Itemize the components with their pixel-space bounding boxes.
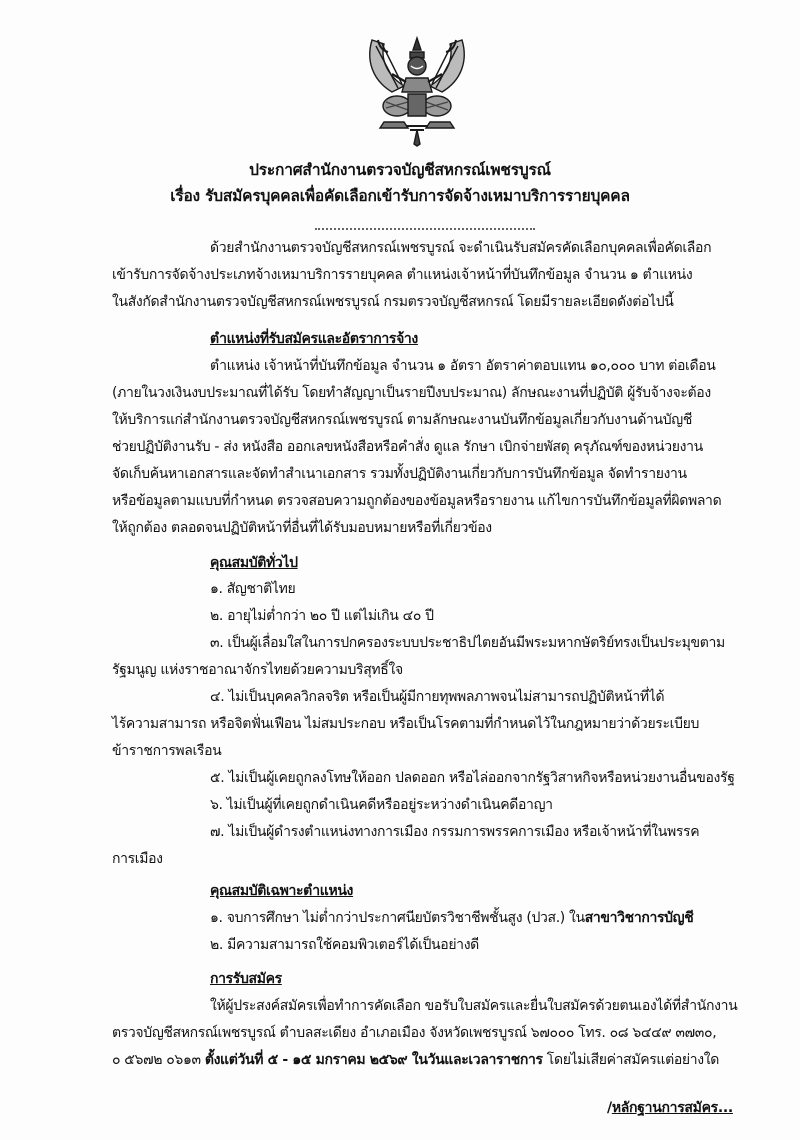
intro-line-1: ด้วยสำนักงานตรวจบัญชีสหกรณ์เพชรบูรณ์ จะดำเนินรับสมัครคัดเลือกบุคคลเพื่อคัดเลือก xyxy=(210,240,712,256)
section-heading-specific-qualifications: คุณสมบัติเฉพาะตำแหน่ง xyxy=(210,883,354,899)
section-heading-application: การรับสมัคร xyxy=(210,971,282,987)
general-qualification-2: ๒. อายุไม่ต่ำกว่า ๒๐ ปี แต่ไม่เกิน ๔๐ ปี xyxy=(210,608,434,624)
specific-qualification-1 xyxy=(210,907,755,929)
application-dates: ตั้งแต่วันที่ ๕ - ๑๕ มกราคม ๒๕๖๙ ในวันและเวลาราชการ xyxy=(204,1052,543,1068)
accounting-major: สาขาวิชาการบัญชี xyxy=(584,910,694,926)
position-line-1: ตำแหน่ง เจ้าหน้าที่บันทึกข้อมูล จำนวน ๑ อัตรา อัตราค่าตอบแทน ๑๐,๐๐๐ บาท ต่อเดือน xyxy=(210,358,716,374)
announcement-title: ประกาศสำนักงานตรวจบัญชีสหกรณ์เพชรบูรณ์ xyxy=(249,161,551,179)
general-qualification-6: ๖. ไม่เป็นผู้ที่เคยถูกดำเนินคดีหรืออยู่ระหว่างดำเนินคดีอาญา xyxy=(210,797,553,813)
continued-text: หลักฐานการสมัคร... xyxy=(611,1100,733,1116)
position-line-3: ให้บริการแก่สำนักงานตรวจบัญชีสหกรณ์เพชรบูรณ์ ตามลักษณะงานบันทึกข้อมูลเกี่ยวกับงานด้านบัญชี xyxy=(112,412,693,428)
position-line-4: ช่วยปฏิบัติงานรับ - ส่ง หนังสือ ออกเลขหนังสือหรือคำสั่ง ดูแล รักษา เบิกจ่ายพัสดุ ครุภัณฑ์ของหน่วยงาน xyxy=(112,439,703,455)
general-qualification-7: ๗. ไม่เป็นผู้ดำรงตำแหน่งทางการเมือง กรรมการพรรคการเมือง หรือเจ้าหน้าที่ในพรรค xyxy=(210,824,700,840)
intro-line-3: ในสังกัดสำนักงานตรวจบัญชีสหกรณ์เพชรบูรณ์ กรมตรวจบัญชีสหกรณ์ โดยมีรายละเอียดดังต่อไปนี้ xyxy=(112,294,674,310)
application-line-2: ตรวจบัญชีสหกรณ์เพชรบูรณ์ ตำบลสะเดียง อำเภอเมือง จังหวัดเพชรบูรณ์ ๖๗๐๐๐ โทร. ๐๘ ๖๔๔๙ ๓๗๓๐, xyxy=(112,1025,717,1041)
general-qualification-5: ๕. ไม่เป็นผู้เคยถูกลงโทษให้ออก ปลดออก หรือไล่ออกจากรัฐวิสาหกิจหรือหน่วยงานอื่นของรัฐ xyxy=(210,770,735,786)
title-separator xyxy=(315,228,535,230)
general-qualification-3-cont: รัฐมนูญ แห่งราชอาณาจักรไทยด้วยความบริสุทธิ์ใจ xyxy=(112,662,403,678)
general-qualification-3: ๓. เป็นผู้เลื่อมใสในการปกครองระบบประชาธิปไตยอันมีพระมหากษัตริย์ทรงเป็นประมุขตาม xyxy=(210,635,725,651)
general-qualification-4-cont: ไร้ความสามารถ หรือจิตฟั่นเฟือน ไม่สมประกอบ หรือเป็นโรคตามที่กำหนดไว้ในกฎหมายว่าด้วยระเบียบ xyxy=(112,716,699,732)
position-line-6: หรือข้อมูลตามแบบที่กำหนด ตรวจสอบความถูกต้องของข้อมูลหรือรายงาน แก้ไขการบันทึกข้อมูลที่ผิดพลาด xyxy=(112,493,722,509)
section-heading-general-qualifications: คุณสมบัติทั่วไป xyxy=(210,555,298,571)
specific-qualification-2: ๒. มีความสามารถใช้คอมพิวเตอร์ได้เป็นอย่างดี xyxy=(210,937,479,953)
general-qualification-7-cont: การเมือง xyxy=(112,851,163,867)
application-line-3 xyxy=(112,1049,752,1071)
application-phone-2: ๐ ๕๖๗๒ ๐๖๑๓ xyxy=(112,1052,205,1068)
continued-reference xyxy=(607,1097,733,1119)
general-qualification-4: ๔. ไม่เป็นบุคคลวิกลจริต หรือเป็นผู้มีกายทุพพลภาพจนไม่สามารถปฏิบัติหน้าที่ได้ xyxy=(210,689,665,705)
position-line-7: ให้ถูกต้อง ตลอดจนปฏิบัติหน้าที่อื่นที่ได้รับมอบหมายหรือที่เกี่ยวข้อง xyxy=(112,520,492,536)
position-line-5: จัดเก็บค้นหาเอกสารและจัดทำสำเนาเอกสาร รวมทั้งปฏิบัติงานเกี่ยวกับการบันทึกข้อมูล จัดทำรายงาน xyxy=(112,466,687,482)
continued-slash: / xyxy=(607,1100,612,1116)
application-line-1: ให้ผู้ประสงค์สมัครเพื่อทำการคัดเลือก ขอรับใบสมัครและยื่นใบสมัครด้วยตนเองได้ที่สำนักงาน xyxy=(210,998,738,1014)
intro-line-2: เข้ารับการจัดจ้างประเภทจ้างเหมาบริการรายบุคคล ตำแหน่งเจ้าหน้าที่บันทึกข้อมูล จำนวน ๑ ตำแหน่ง xyxy=(112,267,693,283)
specific-qualification-1-text: ๑. จบการศึกษา ไม่ต่ำกว่าประกาศนียบัตรวิชาชีพชั้นสูง (ปวส.) ใน xyxy=(210,910,585,926)
general-qualification-4-cont2: ข้าราชการพลเรือน xyxy=(112,743,222,759)
application-fee-note: โดยไม่เสียค่าสมัครแต่อย่างใด xyxy=(542,1052,719,1068)
position-line-2: (ภายในวงเงินงบประมาณที่ได้รับ โดยทำสัญญาเป็นรายปีงบประมาณ) ลักษณะงานที่ปฏิบัติ ผู้รับจ้างจะต้อง xyxy=(112,385,711,401)
announcement-subject: เรื่อง รับสมัครบุคคลเพื่อคัดเลือกเข้ารับการจัดจ้างเหมาบริการรายบุคคล xyxy=(170,187,630,205)
garuda-emblem-icon xyxy=(362,30,472,148)
general-qualification-1: ๑. สัญชาติไทย xyxy=(210,581,296,597)
section-heading-position: ตำแหน่งที่รับสมัครและอัตราการจ้าง xyxy=(210,331,418,347)
